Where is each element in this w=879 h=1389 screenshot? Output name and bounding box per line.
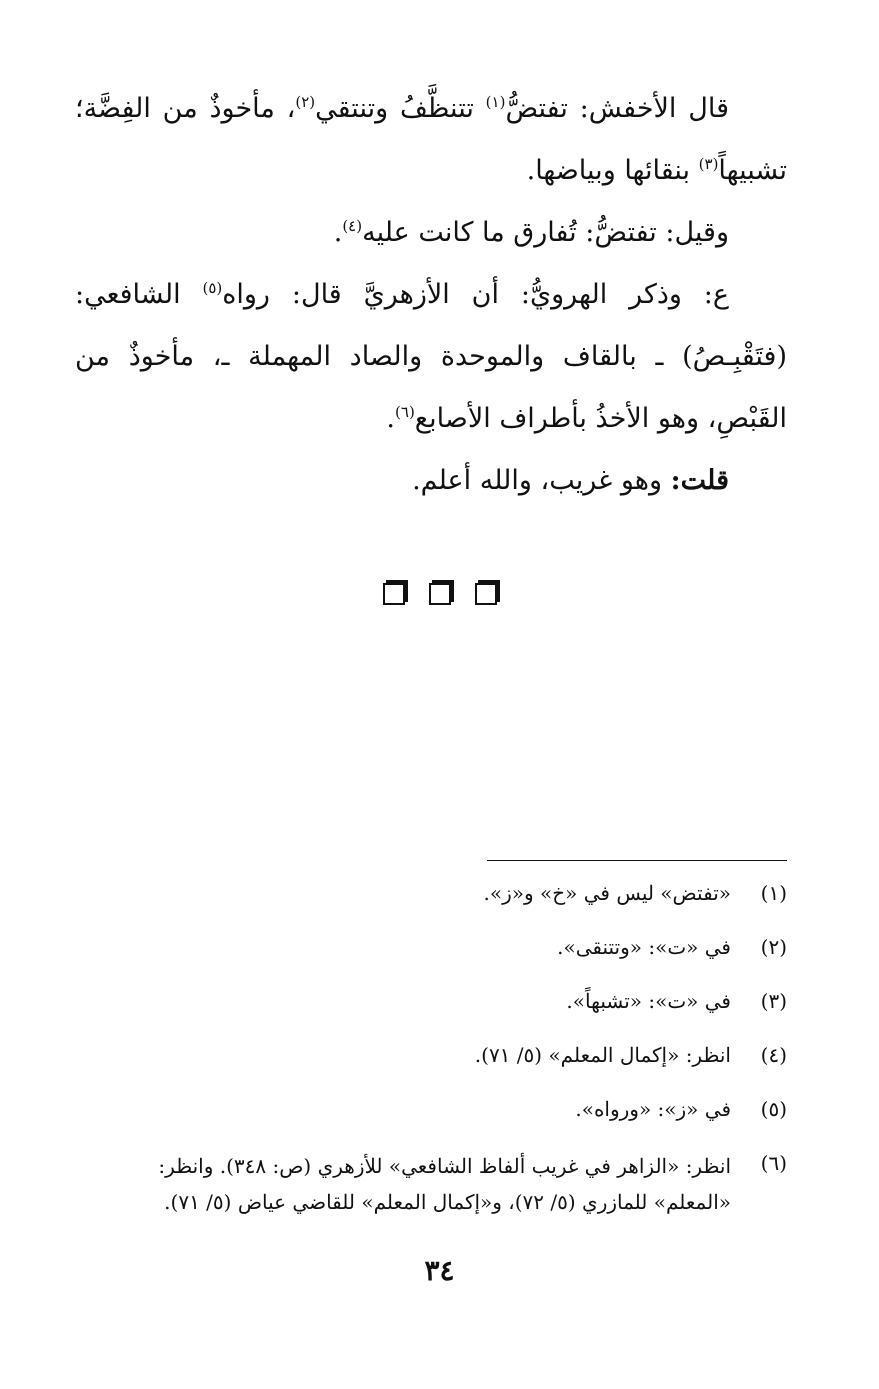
paragraph-4: [75, 450, 787, 512]
footnote-number: (٣): [760, 989, 787, 1013]
footnote-4: [75, 1040, 787, 1070]
footnote-text: انظر: «الزاهر في غريب ألفاظ الشافعي» للأزهري (ص: ٣٤٨). وانظر: «المعلم» للمازري (٥/ ٧٢)، و«إكمال المعلم» للقاضي عياض (٥/ ٧١).: [158, 1154, 731, 1214]
footnote-text: في «ت»: «تشبهاً».: [566, 989, 731, 1013]
footnote-ref-2[interactable]: (٢): [295, 93, 316, 111]
paragraph-1: [75, 78, 787, 202]
main-text: [75, 78, 787, 512]
qultu-label: قلت:: [670, 465, 729, 496]
footnote-text: في «ز»: «ورواه».: [575, 1097, 731, 1121]
text-run: ع: وذكر الهرويُّ: أن الأزهريَّ قال: رواه: [222, 279, 729, 310]
text-run: ، مأخوذٌ من الفِضَّة؛ تشبيهاً: [75, 93, 787, 186]
footnote-ref-1[interactable]: (١): [485, 93, 506, 111]
footnote-number: (٢): [760, 935, 787, 959]
text-run: .: [333, 217, 343, 248]
page-number: ٣٤: [424, 1254, 455, 1287]
square-ornament-icon: [429, 583, 451, 605]
footnotes: [75, 878, 787, 1244]
footnote-number: (٦): [760, 1151, 787, 1175]
text-run: قال الأخفش: تفتضُّ: [505, 93, 729, 124]
footnote-text: انظر: «إكمال المعلم» (٥/ ٧١).: [474, 1043, 731, 1067]
footnote-rule: [487, 860, 787, 861]
footnote-5: [75, 1094, 787, 1124]
footnote-ref-6[interactable]: (٦): [395, 403, 415, 421]
footnote-text: في «ت»: «وتتنقى».: [557, 935, 731, 959]
footnote-6: [75, 1148, 787, 1220]
section-divider: [0, 583, 879, 623]
footnote-2: [75, 932, 787, 962]
text-run: .: [386, 403, 396, 434]
footnote-number: (٤): [760, 1043, 787, 1067]
text-run: بنقائها وبياضها.: [526, 155, 699, 186]
footnote-ref-4[interactable]: (٤): [342, 217, 363, 235]
footnote-3: [75, 986, 787, 1016]
footnote-ref-5[interactable]: (٥): [202, 279, 223, 297]
footnote-number: (٥): [760, 1097, 787, 1121]
text-run: تتنظَّفُ وتنتقي: [315, 93, 486, 124]
square-ornament-icon: [475, 583, 497, 605]
text-run: وهو غريب، والله أعلم.: [412, 465, 671, 496]
footnote-number: (١): [760, 881, 787, 905]
text-run: وقيل: تفتضُّ: تُفارق ما كانت عليه: [362, 217, 729, 248]
footnote-1: [75, 878, 787, 908]
footnote-text: «تفتض» ليس في «خ» و«ز».: [483, 881, 731, 905]
text-run: الشافعي: (فتَقْبِـصُ) ـ بالقاف والموحدة والصاد المهملة ـ، مأخوذٌ من القَبْصِ، وهو الأخذُ بأطراف الأصابع: [75, 279, 787, 434]
footnote-ref-3[interactable]: (٣): [698, 155, 719, 173]
paragraph-2: [75, 202, 787, 264]
square-ornament-icon: [383, 583, 405, 605]
paragraph-3: [75, 264, 787, 450]
